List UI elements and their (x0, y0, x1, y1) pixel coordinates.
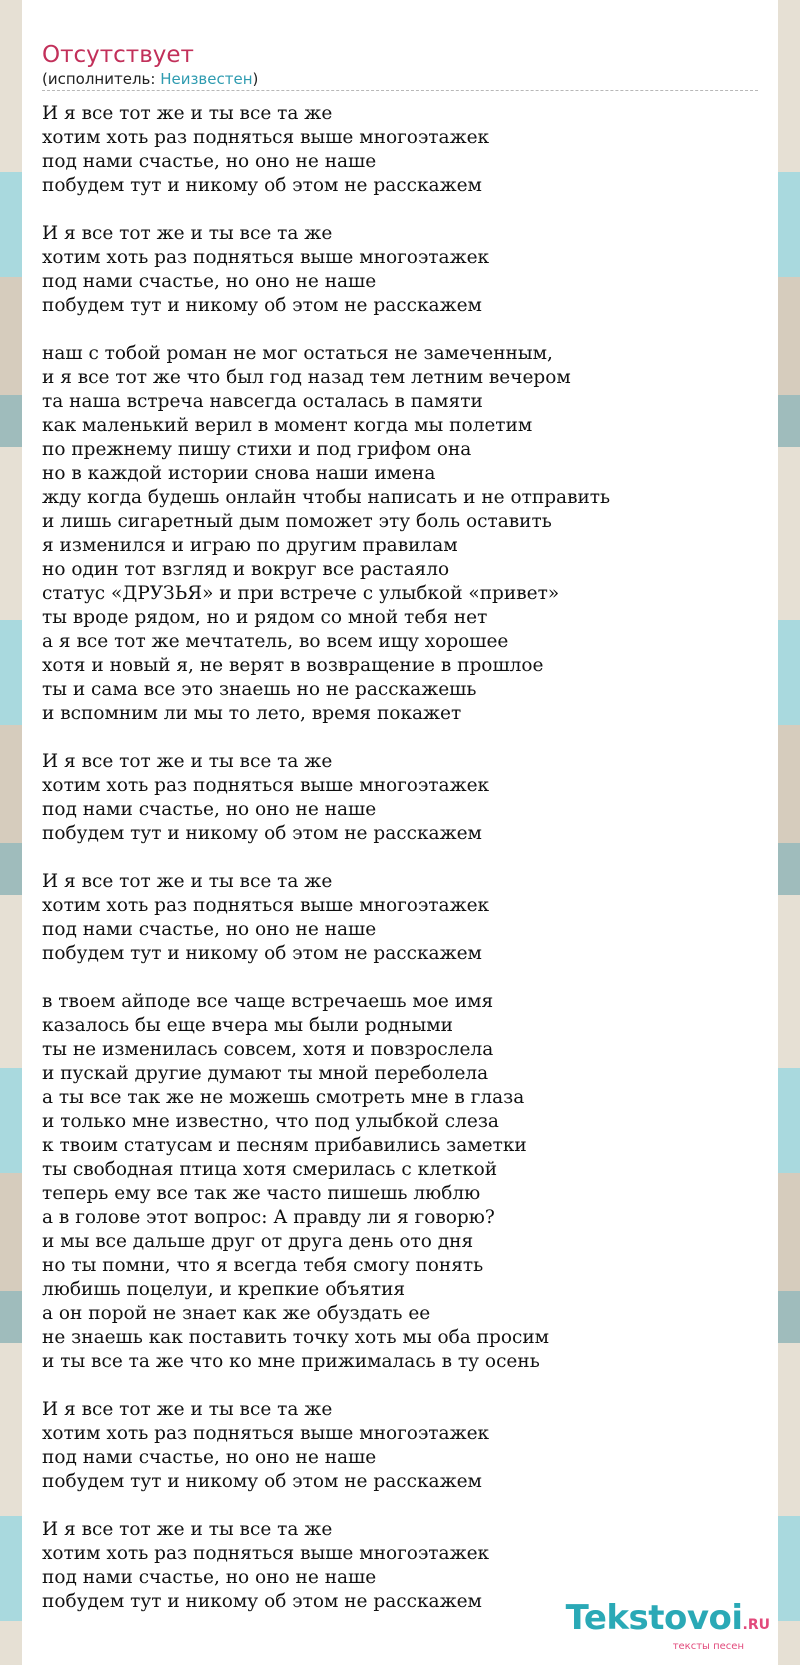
lyrics-stanza (42, 1398, 762, 1494)
lyrics-line: и ты все та же что ко мне прижималась в ту осень (42, 1351, 540, 1372)
lyrics-line: побудем тут и никому об этом не расскажем (42, 295, 482, 316)
lyrics-line: хотим хоть раз подняться выше многоэтажек (42, 1423, 490, 1444)
logo-tagline: тексты песен (672, 1641, 744, 1652)
lyrics-line: под нами счастье, но оно не наше (42, 919, 377, 940)
lyrics-line: но ты помни, что я всегда тебя смогу понять (42, 1255, 484, 1276)
lyrics-line: побудем тут и никому об этом не расскажем (42, 1591, 482, 1612)
lyrics-line: а я все тот же мечтатель, во всем ищу хорошее (42, 631, 509, 652)
logo-suffix: .RU (742, 1617, 770, 1633)
lyrics-line: хотим хоть раз подняться выше многоэтажек (42, 775, 490, 796)
lyrics-stanza (42, 870, 762, 966)
lyrics-line: И я все тот же и ты все та же (42, 223, 333, 244)
lyrics-line: под нами счастье, но оно не наше (42, 799, 377, 820)
lyrics-stanza (42, 990, 762, 1374)
lyrics-line: хотим хоть раз подняться выше многоэтажек (42, 127, 490, 148)
lyrics-line: побудем тут и никому об этом не расскажем (42, 175, 482, 196)
lyrics-line: ты и сама все это знаешь но не расскажешь (42, 679, 477, 700)
lyrics-line: ты не изменилась совсем, хотя и повзрослела (42, 1039, 494, 1060)
lyrics-line: я изменился и играю по другим правилам (42, 535, 458, 556)
lyrics-line: к твоим статусам и песням прибавились заметки (42, 1135, 527, 1156)
lyrics-line: в твоем айподе все чаще встречаешь мое имя (42, 991, 494, 1012)
lyrics-line: по прежнему пишу стихи и под грифом она (42, 439, 472, 460)
lyrics-line: ты вроде рядом, но и рядом со мной тебя нет (42, 607, 488, 628)
lyrics-line: И я все тот же и ты все та же (42, 1399, 333, 1420)
song-title: Отсутствует (42, 42, 194, 68)
lyrics-line: И я все тот же и ты все та же (42, 871, 333, 892)
lyrics-line: та наша встреча навсегда осталась в памяти (42, 391, 483, 412)
lyrics-line: хотим хоть раз подняться выше многоэтажек (42, 1543, 490, 1564)
lyrics-line: под нами счастье, но оно не наше (42, 1447, 377, 1468)
lyrics-line: любишь поцелуи, и крепкие объятия (42, 1279, 406, 1300)
artist-link[interactable]: Неизвестен (160, 70, 253, 88)
lyrics-line: а в голове этот вопрос: А правду ли я говорю? (42, 1207, 495, 1228)
lyrics-card (22, 22, 778, 1644)
lyrics-line: теперь ему все так же часто пишешь люблю (42, 1183, 481, 1204)
lyrics-line: казалось бы еще вчера мы были родными (42, 1015, 453, 1036)
logo-wordmark (566, 1600, 770, 1643)
lyrics-line: и я все тот же что был год назад тем летним вечером (42, 367, 571, 388)
lyrics-line: хотим хоть раз подняться выше многоэтажек (42, 895, 490, 916)
lyrics-line: И я все тот же и ты все та же (42, 1519, 333, 1540)
lyrics-stanza (42, 750, 762, 846)
lyrics-line: и только мне известно, что под улыбкой слеза (42, 1111, 499, 1132)
lyrics-line: но один тот взгляд и вокруг все растаяло (42, 559, 450, 580)
lyrics-line: под нами счастье, но оно не наше (42, 1567, 377, 1588)
lyrics-stanza (42, 222, 762, 318)
lyrics-line: наш с тобой роман не мог остаться не замеченным, (42, 343, 553, 364)
lyrics-line: побудем тут и никому об этом не расскажем (42, 823, 482, 844)
lyrics-line: как маленький верил в момент когда мы полетим (42, 415, 533, 436)
lyrics-line: а ты все так же не можешь смотреть мне в глаза (42, 1087, 525, 1108)
artist-suffix: ) (252, 70, 259, 88)
lyrics-line: статус «ДРУЗЬЯ» и при встрече с улыбкой «привет» (42, 583, 560, 604)
song-header (42, 40, 758, 91)
lyrics-line: и лишь сигаретный дым поможет эту боль оставить (42, 511, 552, 532)
logo-main-text: Tekstovoi (565, 1598, 743, 1638)
lyrics-line: побудем тут и никому об этом не расскажем (42, 1471, 482, 1492)
lyrics-line: ты свободная птица хотя смерилась с клеткой (42, 1159, 498, 1180)
lyrics-line: и пускай другие думают ты мной переболела (42, 1063, 489, 1084)
artist-prefix: (исполнитель: (42, 70, 161, 88)
lyrics-line: жду когда будешь онлайн чтобы написать и не отправить (42, 487, 611, 508)
lyrics-line: под нами счастье, но оно не наше (42, 271, 377, 292)
lyrics-stanza (42, 342, 762, 726)
lyrics-line: но в каждой истории снова наши имена (42, 463, 436, 484)
lyrics-stanza (42, 102, 762, 198)
lyrics-line: под нами счастье, но оно не наше (42, 151, 377, 172)
lyrics-line: не знаешь как поставить точку хоть мы оба просим (42, 1327, 550, 1348)
lyrics-line: хотя и новый я, не верят в возвращение в прошлое (42, 655, 544, 676)
lyrics-line: и вспомним ли мы то лето, время покажет (42, 703, 462, 724)
artist-line (42, 70, 758, 88)
site-logo[interactable] (566, 1600, 770, 1652)
lyrics-line: а он порой не знает как же обуздать ее (42, 1303, 431, 1324)
lyrics-line: и мы все дальше друг от друга день ото дня (42, 1231, 474, 1252)
lyrics-text (42, 102, 762, 1638)
lyrics-line: И я все тот же и ты все та же (42, 751, 333, 772)
lyrics-line: побудем тут и никому об этом не расскажем (42, 943, 482, 964)
lyrics-line: хотим хоть раз подняться выше многоэтажек (42, 247, 490, 268)
lyrics-line: И я все тот же и ты все та же (42, 103, 333, 124)
